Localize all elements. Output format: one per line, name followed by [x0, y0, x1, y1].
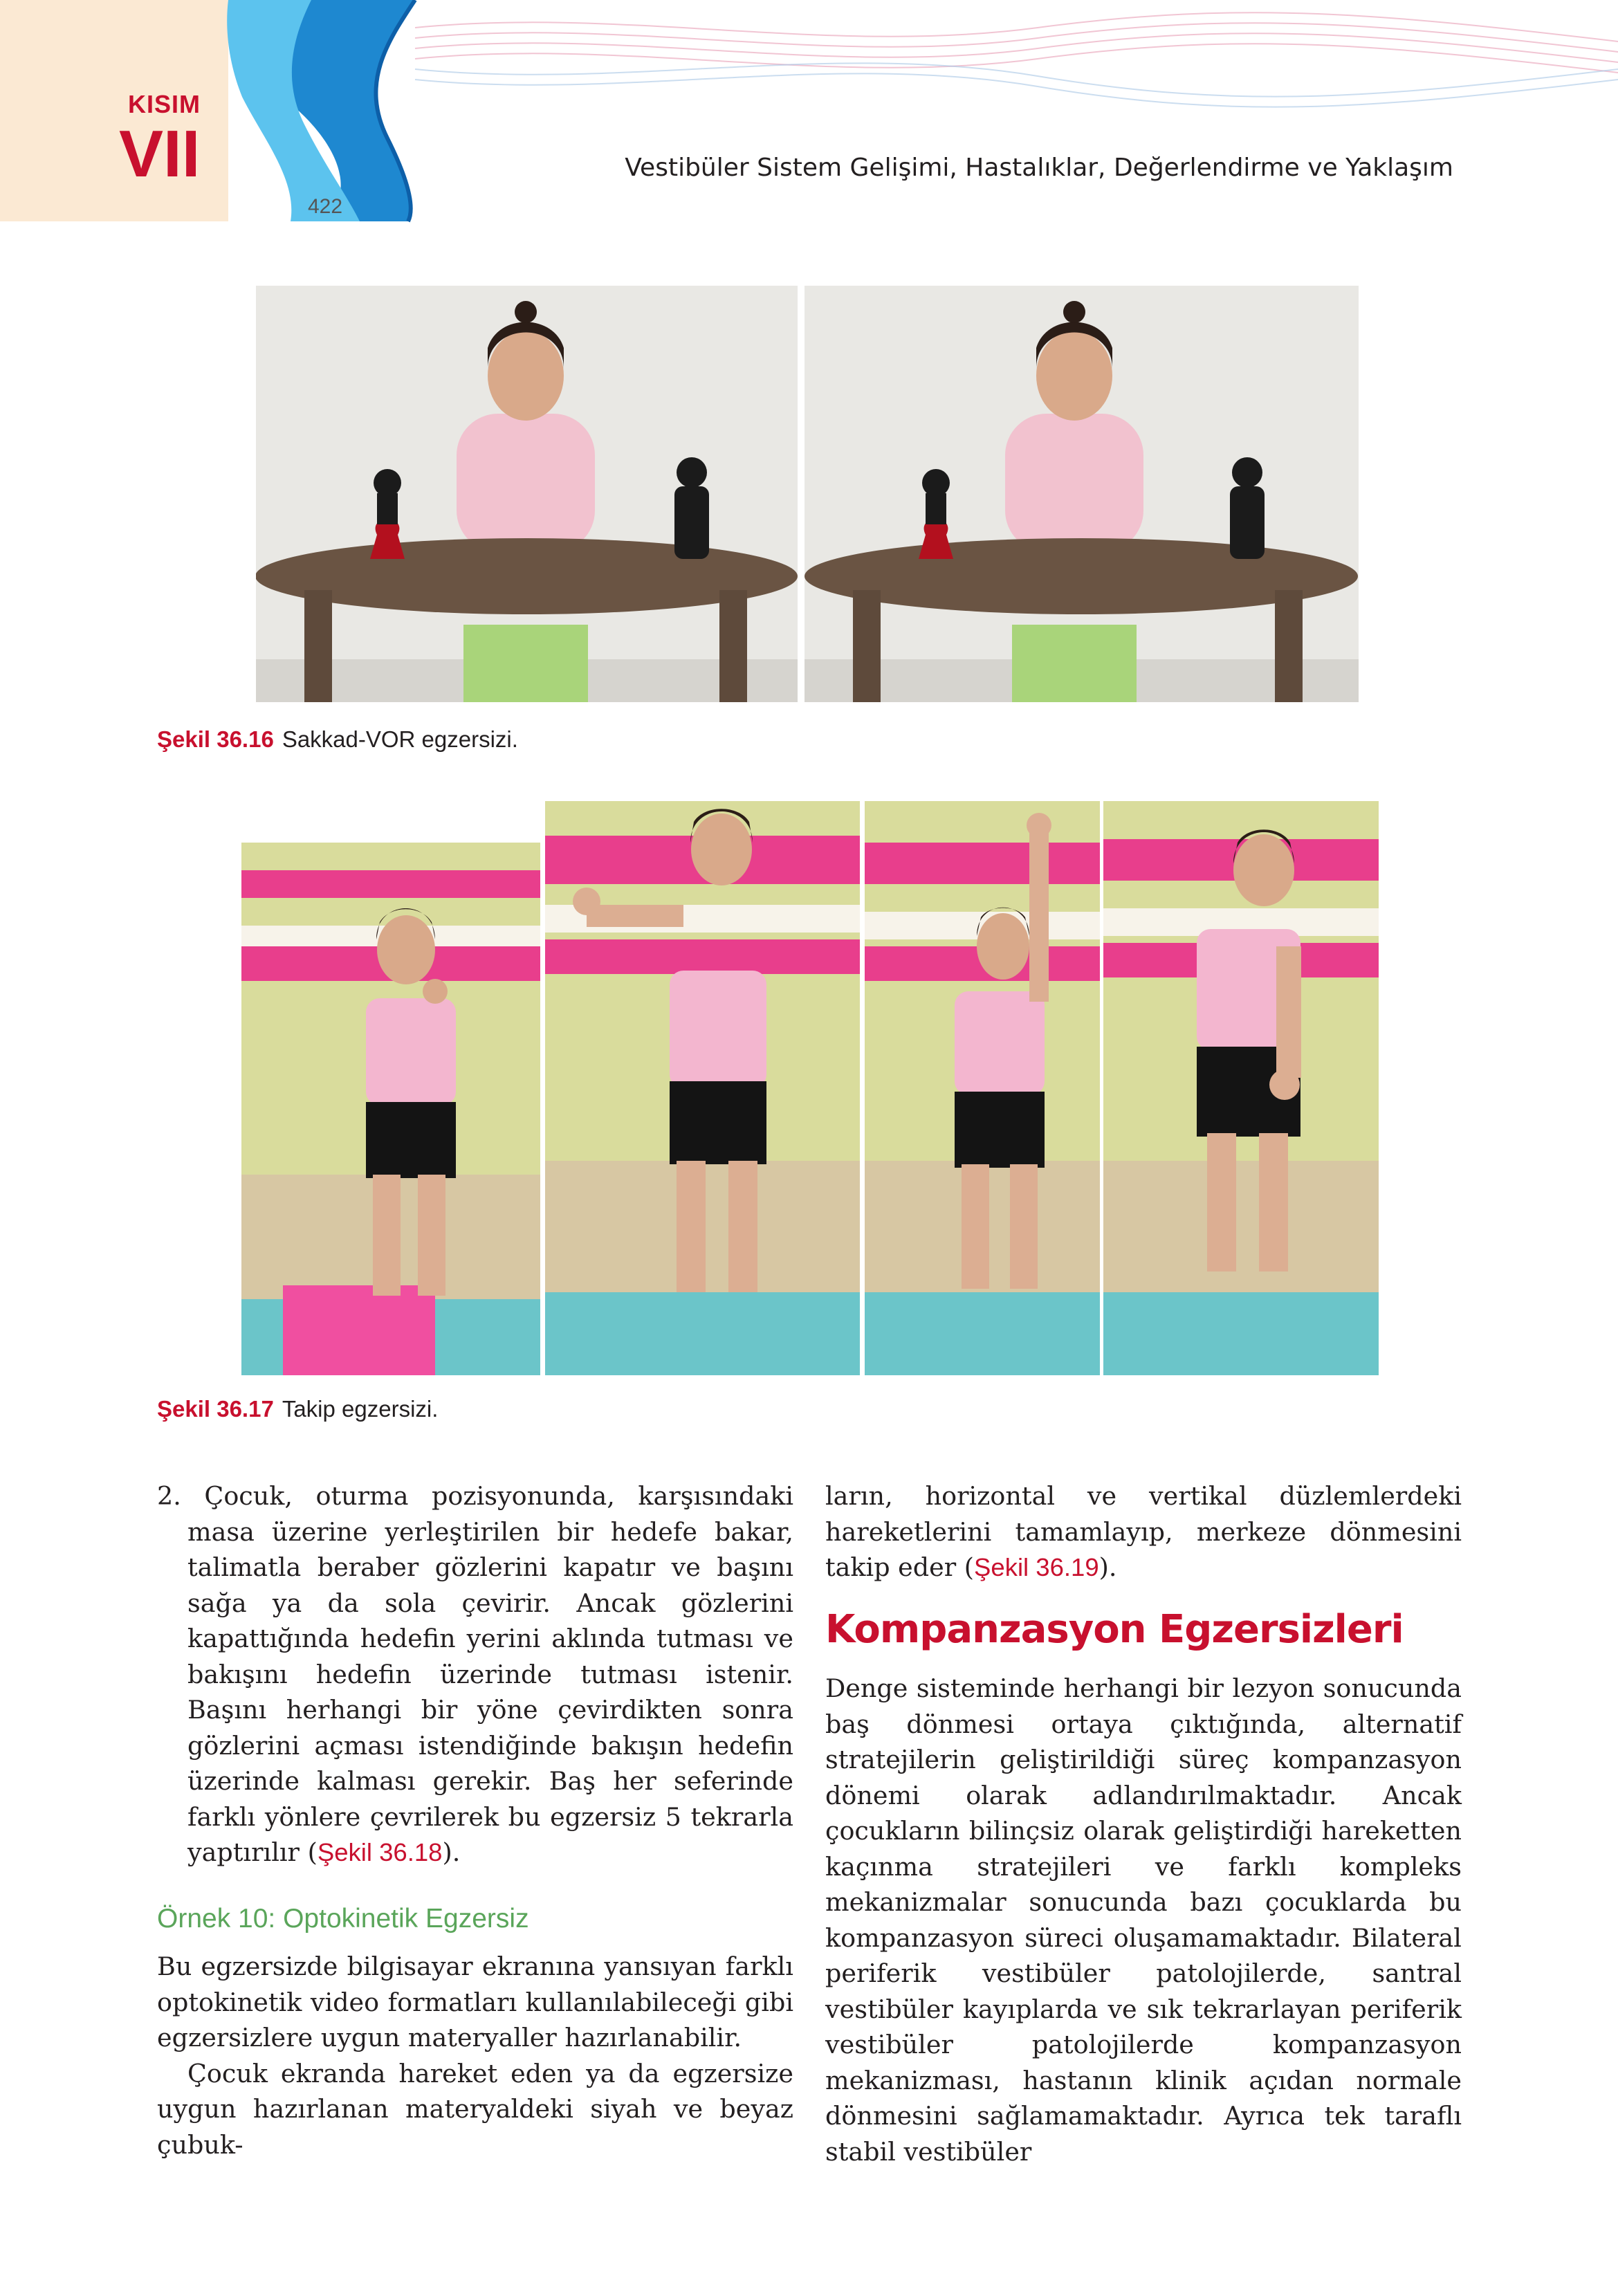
figure-36-16-photo-2 [805, 286, 1359, 702]
paragraph-continued [825, 1478, 1462, 1586]
left-column [157, 1478, 793, 2162]
part-label: KISIM [128, 90, 201, 118]
figure-reference[interactable]: Şekil 36.18 [317, 1838, 443, 1866]
section-heading: Kompanzasyon Egzersizleri [825, 1606, 1404, 1652]
paragraph: Bu egzersizde bilgisayar ekranına yansıyan farklı optokinetik video formatları kullanılabileceği gibi egzersizlere uygun materyaller hazırlanabilir. [157, 1951, 793, 2052]
figure-reference[interactable]: Şekil 36.19 [974, 1553, 1099, 1581]
page-number: 422 [308, 195, 343, 218]
header-decoration [0, 0, 1618, 228]
paragraph-text: ların, horizontal ve vertikal düzlemlerdeki hareketlerini tamamlayıp, merkeze dönmesini takip eder ( [825, 1481, 1462, 1582]
figure-caption-text: Takip egzersizi. [282, 1396, 439, 1422]
figure-caption-text: Sakkad-VOR egzersizi. [282, 726, 518, 752]
list-number: 2. [157, 1481, 181, 1511]
figure-36-16-photo-1 [256, 286, 798, 702]
figure-36-17-photo-1 [241, 843, 540, 1375]
paragraph: Denge sisteminde herhangi bir lezyon sonucunda baş dönmesi ortaya çıktığında, alternatif stratejilerin geliştirildiği süreç kompanzasyon dönemi olarak adlandırılmaktadır. Ancak çocukların bilinçsiz olarak geliştirdiği hareketten kaçınma stratejileri ve farklı kompleks mekanizmalar sonucunda bazı çocuklarda bu kompanzasyon süreci oluşamamaktadır. Bilateral periferik vestibüler patolojilerde, santral vestibüler kayıplarda ve sık tekrarlayan periferik vestibüler patolojilerde kompanzasyon mekanizması, hastanın klinik açıdan normale dönmesini sağlamamaktadır. Ayrıca tek taraflı stabil vestibüler [825, 1673, 1462, 2167]
list-item-2 [157, 1478, 793, 1871]
paragraph: Çocuk ekranda hareket eden ya da egzersize uygun hazırlanan materyaldeki siyah ve beyaz çubuk- [157, 2058, 793, 2160]
paragraph-end: ). [1098, 1552, 1117, 1582]
figure-36-17-photo-3 [865, 801, 1100, 1375]
part-number: VII [119, 117, 201, 191]
figure-36-17-photo-2 [545, 801, 860, 1375]
figure-36-16-caption [157, 726, 518, 753]
figure-36-17-caption [157, 1396, 438, 1422]
subheading: Örnek 10: Optokinetik Egzersiz [157, 1903, 529, 1934]
list-item-end: ). [442, 1837, 461, 1867]
running-title: Vestibüler Sistem Gelişimi, Hastalıklar, Değerlendirme ve Yaklaşım [625, 154, 1453, 182]
figure-label: Şekil 36.17 [157, 1396, 274, 1422]
figure-label: Şekil 36.16 [157, 726, 274, 752]
figure-36-17-photo-4 [1103, 801, 1379, 1375]
list-item-text: Çocuk, oturma pozisyonunda, karşısındaki masa üzerine yerleştirilen bir hedefe bakar, talimatla beraber gözlerini kapatır ve başını sağa ya da sola çevirir. Ancak gözlerini kapattığında hedefin yerini aklında tutması ve bakışını hedefin üzerinde tutması istenir. Başını herhangi bir yöne çevirdikten sonra gözlerini açması istendiğinde bakışın hedefin üzerinde kalması gerekir. Baş her seferinde farklı yönlere çevrilerek bu egzersiz 5 tekrarla yaptırılır ( [187, 1481, 793, 1867]
right-column [825, 1478, 1462, 2169]
